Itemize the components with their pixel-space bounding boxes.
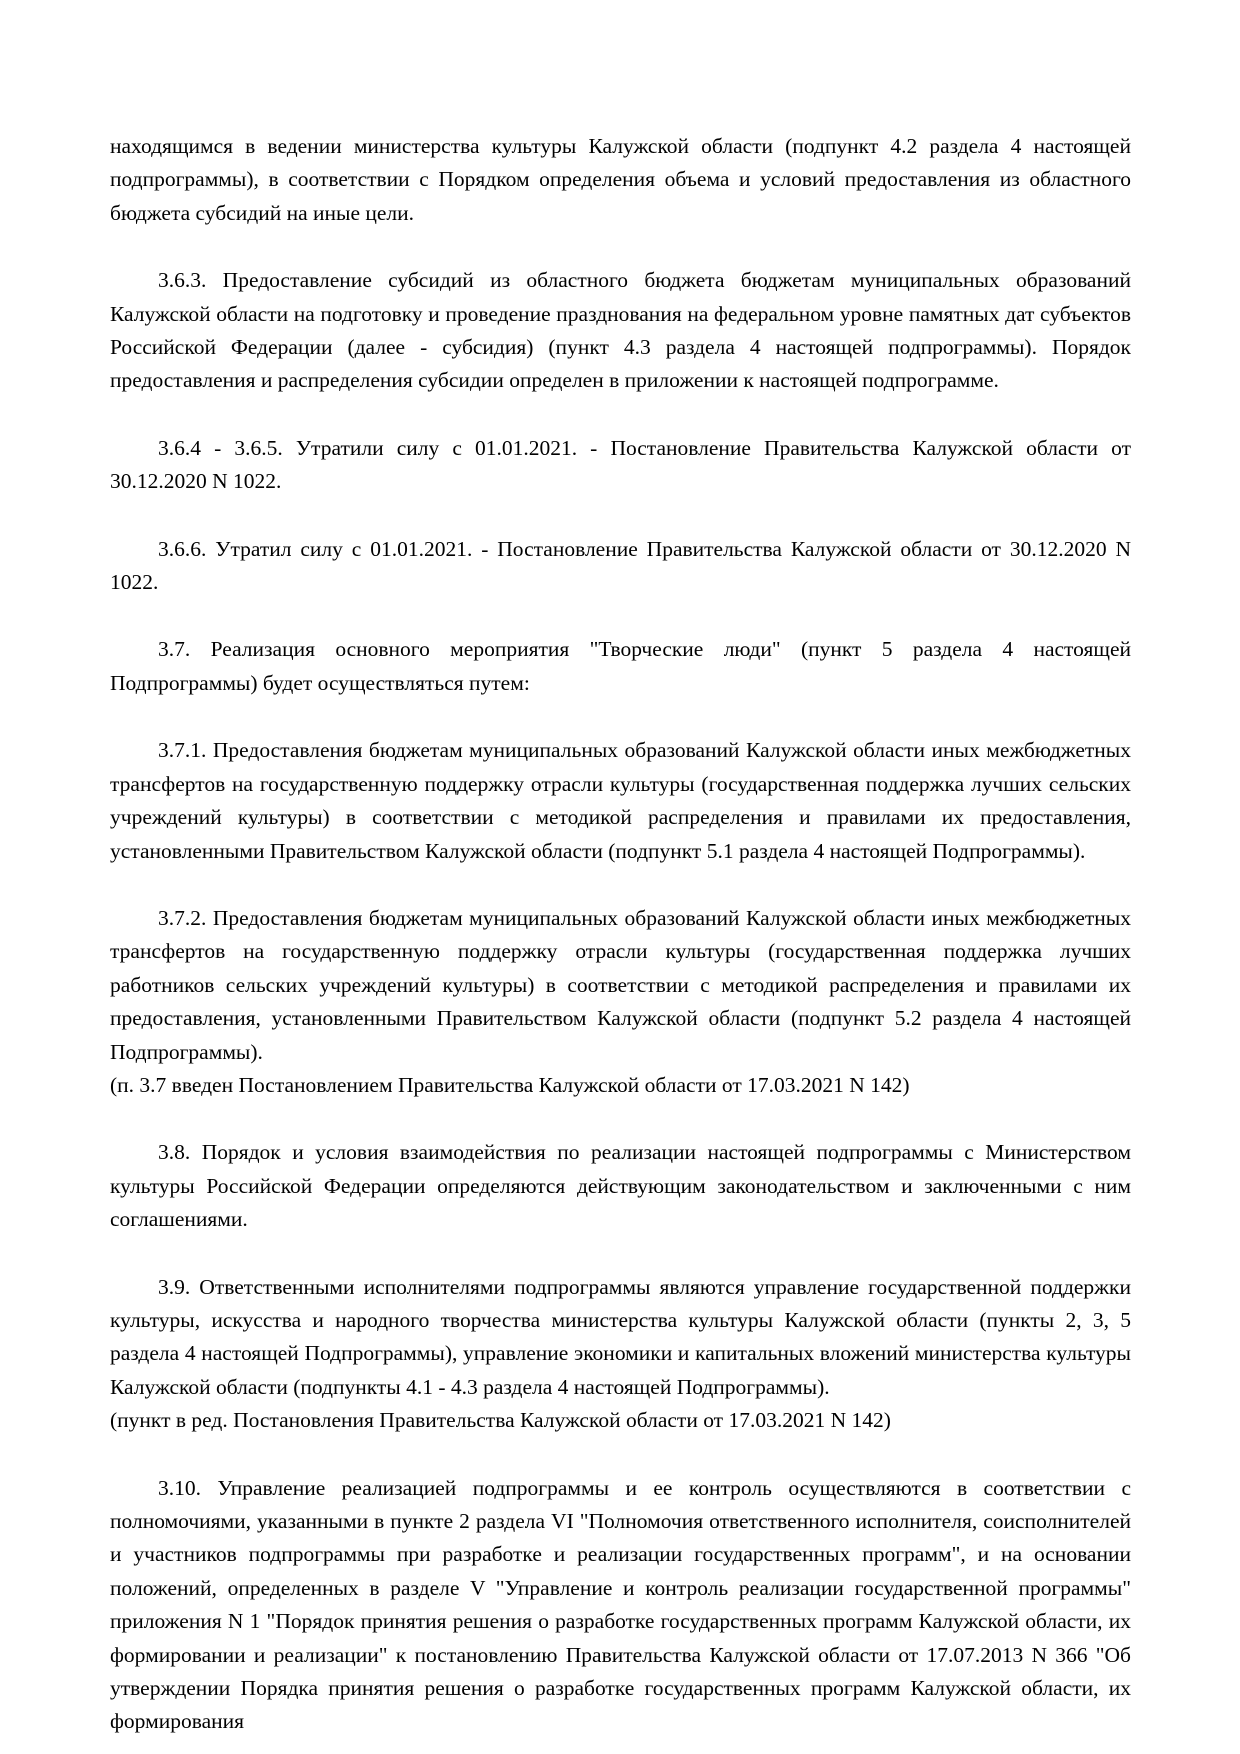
paragraph-clause-3-6-4-3-6-5: 3.6.4 - 3.6.5. Утратили силу с 01.01.2021. - Постановление Правительства Калужской области от 30.12.2020 N 1022. [110,435,1131,494]
paragraph-clause-3-8: 3.8. Порядок и условия взаимодействия по реализации настоящей подпрограммы с Министерством культуры Российской Федерации определяются действующим законодательством и заключенными с ним соглашениями. [110,1140,1131,1232]
paragraph-continuation-3-6-2: находящимся в ведении министерства культуры Калужской области (подпункт 4.2 раздела 4 настоящей подпрограммы), в соответствии с Порядком определения объема и условий предоставления из областного бюджета субсидий на иные цели. [110,134,1131,225]
paragraph-clause-3-7: 3.7. Реализация основного мероприятия "Творческие люди" (пункт 5 раздела 4 настоящей Подпрограммы) будет осуществляться путем: [110,637,1131,695]
paragraph-gap [110,1102,1131,1136]
document-text-column [110,130,1131,1739]
paragraph-gap [110,398,1131,432]
paragraph-amendment-note-3-9: (пункт в ред. Постановления Правительства Калужской области от 17.03.2021 N 142) [110,1408,891,1433]
paragraph-gap [110,868,1131,902]
paragraph-amendment-note-3-7: (п. 3.7 введен Постановлением Правительства Калужской области от 17.03.2021 N 142) [110,1072,910,1097]
paragraph-clause-3-6-6: 3.6.6. Утратил силу с 01.01.2021. - Постановление Правительства Калужской области от 30.12.2020 N 1022. [110,536,1131,595]
paragraph-gap [110,1237,1131,1271]
paragraph-gap [110,499,1131,533]
paragraph-gap [110,230,1131,264]
paragraph-gap [110,700,1131,734]
paragraph-gap [110,599,1131,633]
paragraph-gap [110,1438,1131,1472]
paragraph-clause-3-7-1: 3.7.1. Предоставления бюджетам муниципальных образований Калужской области иных межбюджетных трансфертов на государственную поддержку отрасли культуры (государственная поддержка лучших сельских учреждений культуры) в соответствии с методикой распределения и правилами их предоставления, установленными Правительством Калужской области (подпункт 5.1 раздела 4 настоящей Подпрограммы). [110,738,1131,863]
paragraph-clause-3-9: 3.9. Ответственными исполнителями подпрограммы являются управление государственной поддержки культуры, искусства и народного творчества министерства культуры Калужской области (пункты 2, 3, 5 раздела 4 настоящей Подпрограммы), управление экономики и капитальных вложений министерства культуры Калужской области (подпункты 4.1 - 4.3 раздела 4 настоящей Подпрограммы). [110,1274,1131,1399]
paragraph-clause-3-7-2: 3.7.2. Предоставления бюджетам муниципальных образований Калужской области иных межбюджетных трансфертов на государственную поддержку отрасли культуры (государственная поддержка лучших работников сельских учреждений культуры) в соответствии с методикой распределения и правилами их предоставления, установленными Правительством Калужской области (подпункт 5.2 раздела 4 настоящей Подпрограммы). [110,905,1131,1064]
paragraph-clause-3-10: 3.10. Управление реализацией подпрограммы и ее контроль осуществляются в соответствии с полномочиями, указанными в пункте 2 раздела VI "Полномочия ответственного исполнителя, соисполнителей и участников подпрограммы при разработке и реализации государственных программ", и на основании положений, определенных в разделе V "Управление и контроль реализации государственной программы" приложения N 1 "Порядок принятия решения о разработке государственных программ Калужской области, их формировании и реализации" к постановлению Правительства Калужской области от 17.07.2013 N 366 "Об утверждении Порядка принятия решения о разработке государственных программ Калужской области, их формирования [110,1475,1131,1734]
paragraph-clause-3-6-3: 3.6.3. Предоставление субсидий из областного бюджета бюджетам муниципальных образований Калужской области на подготовку и проведение празднования на федеральном уровне памятных дат субъектов Российской Федерации (далее - субсидия) (пункт 4.3 раздела 4 настоящей подпрограммы). Порядок предоставления и распределения субсидии определен в приложении к настоящей подпрограмме. [110,268,1131,393]
